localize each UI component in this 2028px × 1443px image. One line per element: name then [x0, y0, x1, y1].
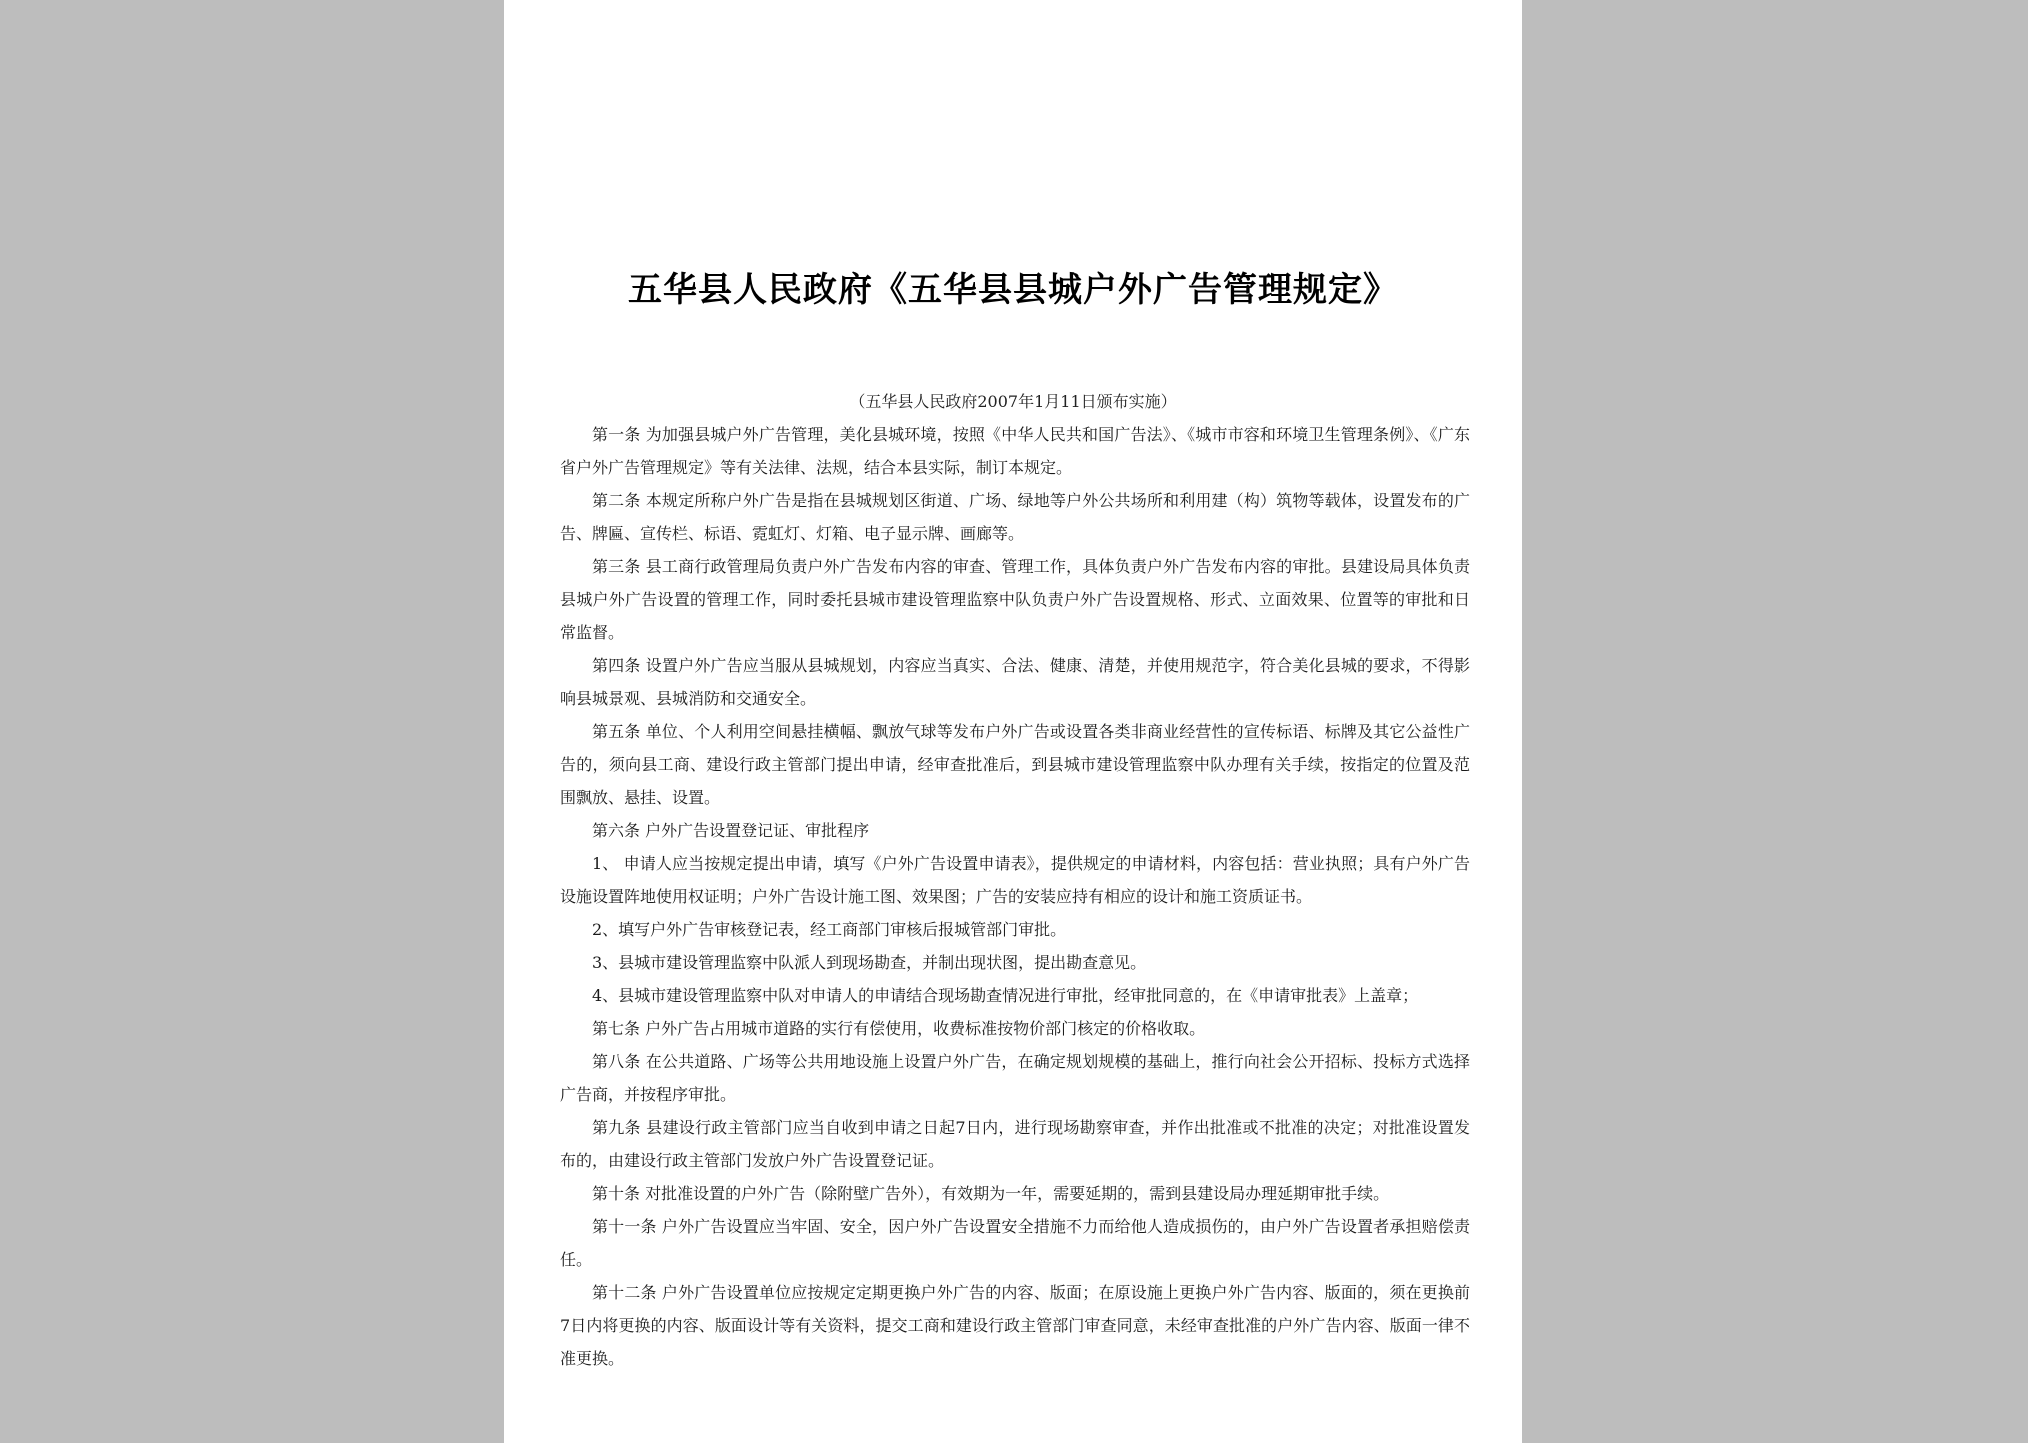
paragraph-article-12: 第十二条 户外广告设置单位应按规定定期更换户外广告的内容、版面；在原设施上更换户外广告内容、版面的，须在更换前7日内将更换的内容、版面设计等有关资料，提交工商和建设行政主管部门审查同意，未经审查批准的户外广告内容、版面一律不准更换。 [560, 1283, 1470, 1368]
paragraph-article-6: 第六条 户外广告设置登记证、审批程序 [592, 821, 870, 840]
paragraph-article-9: 第九条 县建设行政主管部门应当自收到申请之日起7日内，进行现场勘察审查，并作出批准或不批准的决定；对批准设置发布的，由建设行政主管部门发放户外广告设置登记证。 [560, 1118, 1470, 1170]
paragraph-article-2: 第二条 本规定所称户外广告是指在县城规划区街道、广场、绿地等户外公共场所和利用建（构）筑物等载体，设置发布的广告、牌匾、宣传栏、标语、霓虹灯、灯箱、电子显示牌、画廊等。 [560, 491, 1470, 543]
document-title: 五华县人民政府《五华县县城户外广告管理规定》 [628, 270, 1398, 310]
paragraph-article-1: 第一条 为加强县城户外广告管理，美化县城环境，按照《中华人民共和国广告法》、《城市市容和环境卫生管理条例》、《广东省户外广告管理规定》等有关法律、法规，结合本县实际，制订本规定。 [560, 425, 1470, 477]
paragraph-article-3: 第三条 县工商行政管理局负责户外广告发布内容的审查、管理工作，具体负责户外广告发布内容的审批。县建设局具体负责县城户外广告设置的管理工作，同时委托县城市建设管理监察中队负责户外广告设置规格、形式、立面效果、位置等的审批和日常监督。 [560, 557, 1470, 642]
paragraph-article-4: 第四条 设置户外广告应当服从县城规划，内容应当真实、合法、健康、清楚，并使用规范字，符合美化县城的要求，不得影响县城景观、县城消防和交通安全。 [560, 656, 1470, 708]
paragraph-procedure-4: 4、县城市建设管理监察中队对申请人的申请结合现场勘查情况进行审批，经审批同意的，在《申请审批表》上盖章； [592, 986, 1419, 1005]
paragraph-article-8: 第八条 在公共道路、广场等公共用地设施上设置户外广告，在确定规划规模的基础上，推行向社会公开招标、投标方式选择广告商，并按程序审批。 [560, 1052, 1470, 1104]
paragraph-procedure-2: 2、填写户外广告审核登记表，经工商部门审核后报城管部门审批。 [592, 920, 1067, 939]
paragraph-procedure-1: 1、 申请人应当按规定提出申请，填写《户外广告设置申请表》，提供规定的申请材料，内容包括：营业执照；具有户外广告设施设置阵地使用权证明；户外广告设计施工图、效果图；广告的安装应持有相应的设计和施工资质证书。 [560, 854, 1470, 906]
paragraph-article-5: 第五条 单位、个人利用空间悬挂横幅、飘放气球等发布户外广告或设置各类非商业经营性的宣传标语、标牌及其它公益性广告的，须向县工商、建设行政主管部门提出申请，经审查批准后，到县城市建设管理监察中队办理有关手续，按指定的位置及范围飘放、悬挂、设置。 [560, 722, 1470, 807]
paragraph-article-11: 第十一条 户外广告设置应当牢固、安全，因户外广告设置安全措施不力而给他人造成损伤的，由户外广告设置者承担赔偿责任。 [560, 1217, 1470, 1269]
paragraph-article-10: 第十条 对批准设置的户外广告（除附壁广告外），有效期为一年，需要延期的，需到县建设局办理延期审批手续。 [592, 1184, 1390, 1203]
paragraph-procedure-3: 3、县城市建设管理监察中队派人到现场勘查，并制出现状图，提出勘查意见。 [592, 953, 1147, 972]
paragraph-article-7: 第七条 户外广告占用城市道路的实行有偿使用，收费标准按物价部门核定的价格收取。 [592, 1019, 1206, 1038]
document-page [504, 0, 1522, 1443]
document-body [560, 418, 1470, 1375]
issuer-note: （五华县人民政府2007年1月11日颁布实施） [849, 392, 1177, 411]
